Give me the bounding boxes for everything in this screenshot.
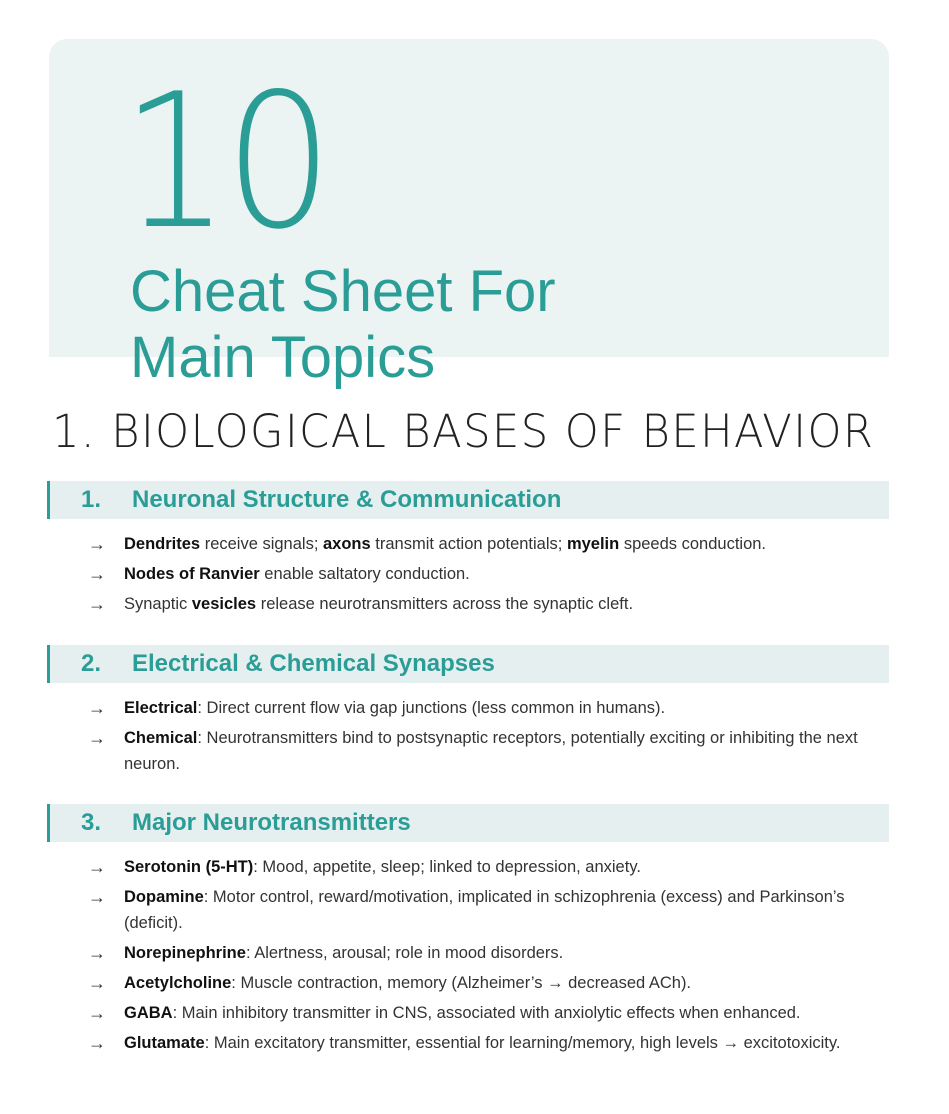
arrow-right-icon: → — [88, 887, 106, 907]
bold-term: Norepinephrine — [124, 944, 246, 962]
bullet-list-1 — [88, 531, 888, 621]
bold-term: Dendrites — [124, 535, 201, 553]
hero-title-line-1: Cheat Sheet For — [130, 259, 556, 324]
list-item — [88, 1030, 888, 1056]
arrow-right-icon: → — [88, 534, 106, 554]
item-text: release neurotransmitters across the synaptic cleft. — [256, 595, 634, 613]
bold-term: myelin — [566, 535, 620, 553]
item-text: enable saltatory conduction. — [259, 565, 470, 583]
arrow-right-icon: → — [88, 698, 106, 718]
arrow-right-icon: → — [88, 594, 106, 614]
list-item — [88, 531, 888, 557]
bold-term: Glutamate — [124, 1034, 205, 1052]
arrow-right-icon: → — [88, 943, 106, 963]
arrow-right-icon: → — [88, 1003, 106, 1023]
bold-term: vesicles — [191, 595, 257, 613]
item-text: : Main inhibitory transmitter in CNS, associated with anxiolytic effects when enhanced. — [172, 1004, 801, 1022]
bold-term: Dopamine — [124, 888, 204, 906]
section-title: Major Neurotransmitters — [132, 809, 411, 836]
arrow-right-icon: → — [88, 564, 106, 584]
item-text: : Direct current flow via gap junctions (less common in humans). — [197, 699, 666, 717]
hero-number: 10 — [121, 53, 328, 270]
list-item — [88, 970, 888, 996]
list-item — [88, 1000, 888, 1026]
section-number: 2. — [81, 650, 102, 677]
section-header-2 — [47, 645, 889, 683]
section-header-1 — [47, 481, 889, 519]
bullet-list-2 — [88, 695, 888, 781]
section-title: Neuronal Structure & Communication — [132, 486, 562, 513]
chapter-title: 1. BIOLOGICAL BASES OF BEHAVIOR — [52, 405, 875, 458]
bullet-list-3 — [88, 854, 888, 1060]
hero-title — [130, 259, 556, 391]
bold-term: Acetylcholine — [124, 974, 232, 992]
section-number: 3. — [81, 809, 102, 836]
bold-term: Serotonin (5-HT) — [124, 858, 254, 876]
arrow-right-icon: → — [88, 973, 106, 993]
arrow-right-icon: → — [88, 1033, 106, 1053]
section-title: Electrical & Chemical Synapses — [132, 650, 495, 677]
list-item — [88, 940, 888, 966]
section-header-3 — [47, 804, 889, 842]
bold-term: Electrical — [124, 699, 198, 717]
item-text: receive signals; — [200, 535, 323, 553]
bold-term: Chemical — [124, 729, 198, 747]
hero-title-line-2: Main Topics — [130, 325, 436, 390]
item-text: transmit action potentials; — [370, 535, 567, 553]
item-text: : Motor control, reward/motivation, implicated in schizophrenia (excess) and Parkinson’s (deficit). — [124, 888, 845, 932]
item-text: speeds conduction. — [619, 535, 767, 553]
list-item — [88, 884, 888, 936]
item-text: : Neurotransmitters bind to postsynaptic receptors, potentially exciting or inhibiting the next neuron. — [124, 729, 858, 773]
item-text: Synaptic — [124, 595, 192, 613]
item-text: : Muscle contraction, memory (Alzheimer’s → decreased ACh). — [231, 974, 692, 992]
bold-term: axons — [323, 535, 371, 553]
list-item — [88, 561, 888, 587]
item-text: : Mood, appetite, sleep; linked to depression, anxiety. — [253, 858, 641, 876]
list-item — [88, 695, 888, 721]
bold-term: GABA — [124, 1004, 173, 1022]
arrow-right-icon: → — [88, 857, 106, 877]
list-item — [88, 725, 888, 777]
list-item — [88, 854, 888, 880]
item-text: : Main excitatory transmitter, essential for learning/memory, high levels → excitotoxicity. — [204, 1034, 841, 1052]
section-number: 1. — [81, 486, 102, 513]
arrow-right-icon: → — [88, 728, 106, 748]
list-item — [88, 591, 888, 617]
item-text: : Alertness, arousal; role in mood disorders. — [245, 944, 564, 962]
bold-term: Nodes of Ranvier — [124, 565, 260, 583]
hero-banner — [49, 39, 889, 390]
